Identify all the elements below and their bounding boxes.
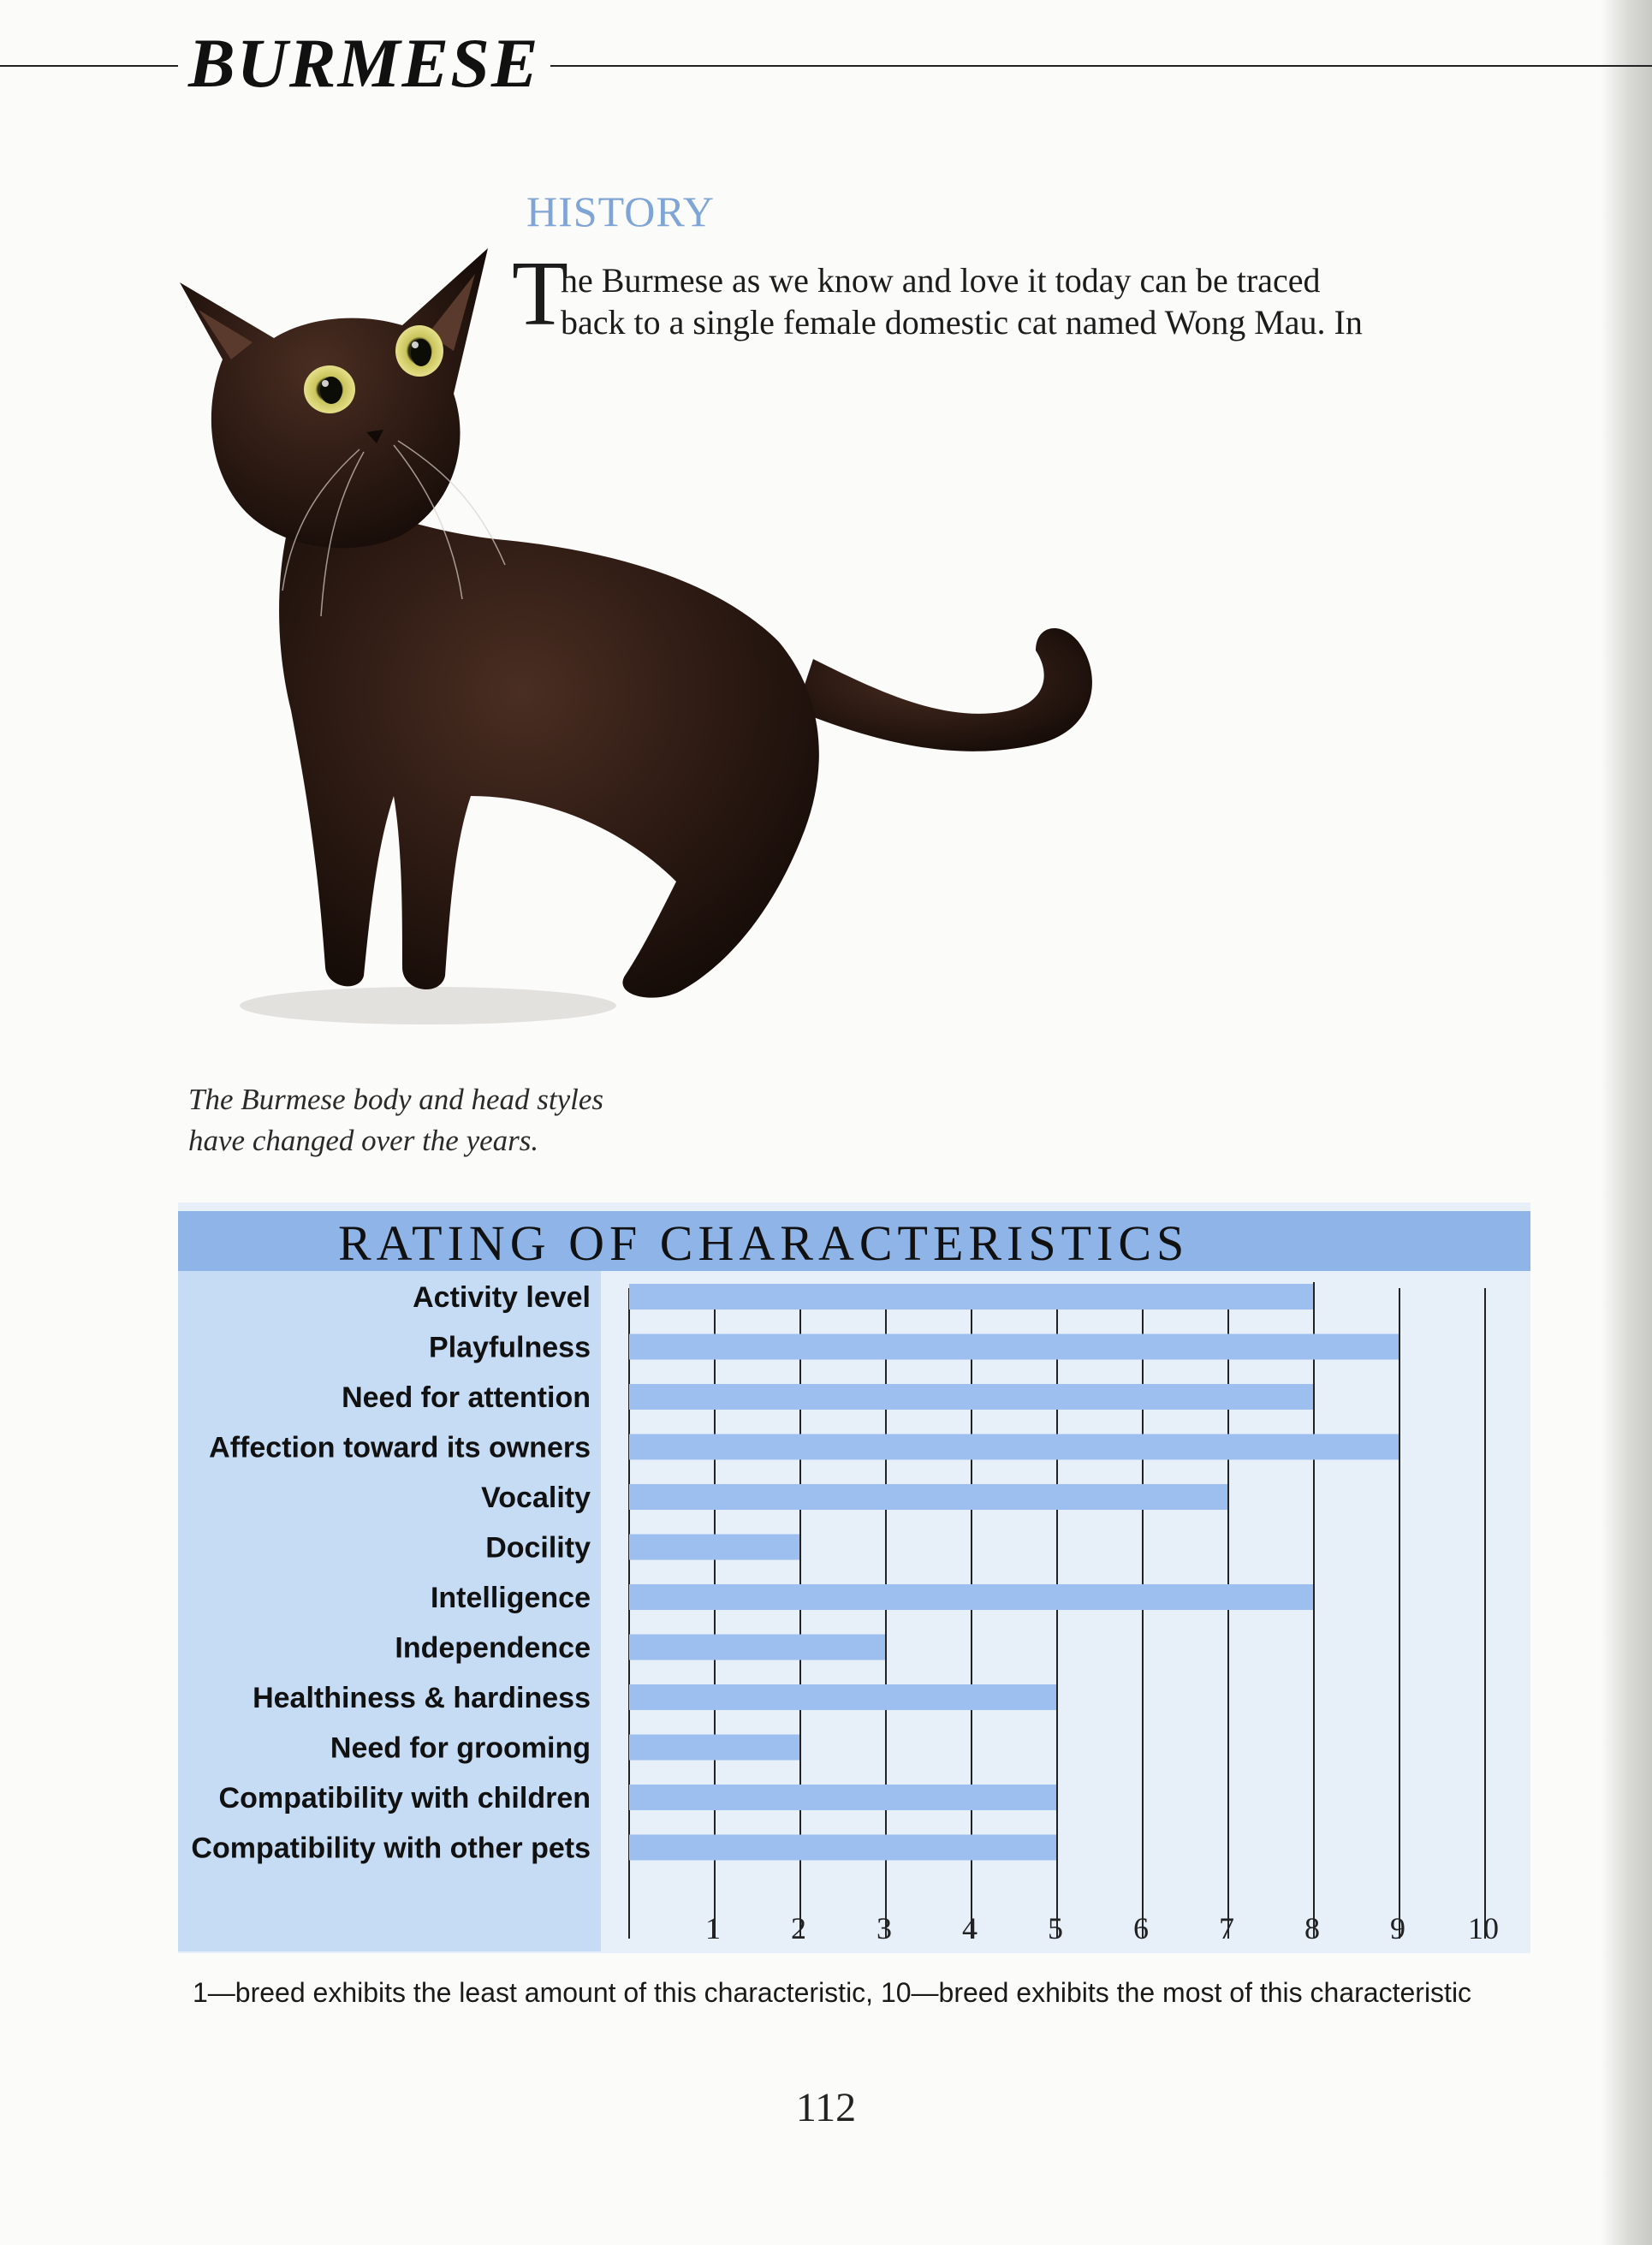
chart-category-label: Need for grooming	[330, 1731, 591, 1765]
chart-category-label: Need for attention	[342, 1381, 591, 1414]
chart-tick-label: 9	[1390, 1911, 1405, 1945]
cat-caption-line-1: The Burmese body and head styles	[188, 1083, 604, 1116]
chart-category-label: Intelligence	[430, 1582, 591, 1614]
chart-tick-label: 1	[705, 1911, 721, 1945]
chart-bar-fill	[631, 1785, 1057, 1810]
chart-bar-fill	[631, 1635, 886, 1660]
chart-category-label: Compatibility with children	[218, 1782, 591, 1814]
chart-bar-fill	[631, 1384, 1314, 1410]
chart-bar-fill	[631, 1334, 1399, 1360]
chart-tick-label: 7	[1219, 1911, 1234, 1945]
chart-tick-label: 6	[1133, 1911, 1149, 1945]
chart-category-label: Healthiness & hardiness	[253, 1682, 591, 1714]
chart-category-label: Activity level	[413, 1281, 591, 1314]
chart-tick-label: 10	[1468, 1911, 1499, 1945]
chart-tick-label: 2	[791, 1911, 806, 1945]
chart-bar-fill	[631, 1735, 800, 1761]
rating-title: RATING OF CHARACTERISTICS	[338, 1215, 1190, 1271]
rating-scale-note: 1—breed exhibits the least amount of this characteristic, 10—breed exhibits the most of this characteristic	[193, 1977, 1472, 2008]
chart-category-label: Playfulness	[429, 1331, 591, 1364]
chart-bar-fill	[631, 1835, 1057, 1861]
chart-category-label: Independence	[395, 1631, 591, 1665]
chart-category-label: Compatibility with other pets	[191, 1832, 591, 1865]
chart-bar-fill	[631, 1434, 1399, 1460]
page-number: 112	[795, 2085, 857, 2130]
chart-category-label: Vocality	[481, 1482, 591, 1514]
chart-bar-fill	[631, 1535, 800, 1560]
chart-bar-fill	[631, 1484, 1228, 1510]
chart-bar-fill	[631, 1684, 1057, 1710]
chart-category-label: Docility	[485, 1531, 591, 1565]
history-heading: HISTORY	[526, 187, 716, 235]
chart-bar-fill	[631, 1284, 1314, 1310]
chart-tick-label: 4	[962, 1911, 978, 1945]
cat-caption-line-2: have changed over the years.	[188, 1124, 539, 1157]
chart-bar-fill	[631, 1584, 1314, 1610]
chart-tick-label: 5	[1048, 1911, 1063, 1945]
chart-tick-label: 8	[1304, 1911, 1320, 1945]
page-header-title: BURMESE	[178, 21, 550, 106]
chart-category-label: Affection toward its owners	[209, 1431, 591, 1464]
history-dropcap: T	[512, 243, 568, 345]
chart-tick-label: 3	[877, 1911, 892, 1945]
